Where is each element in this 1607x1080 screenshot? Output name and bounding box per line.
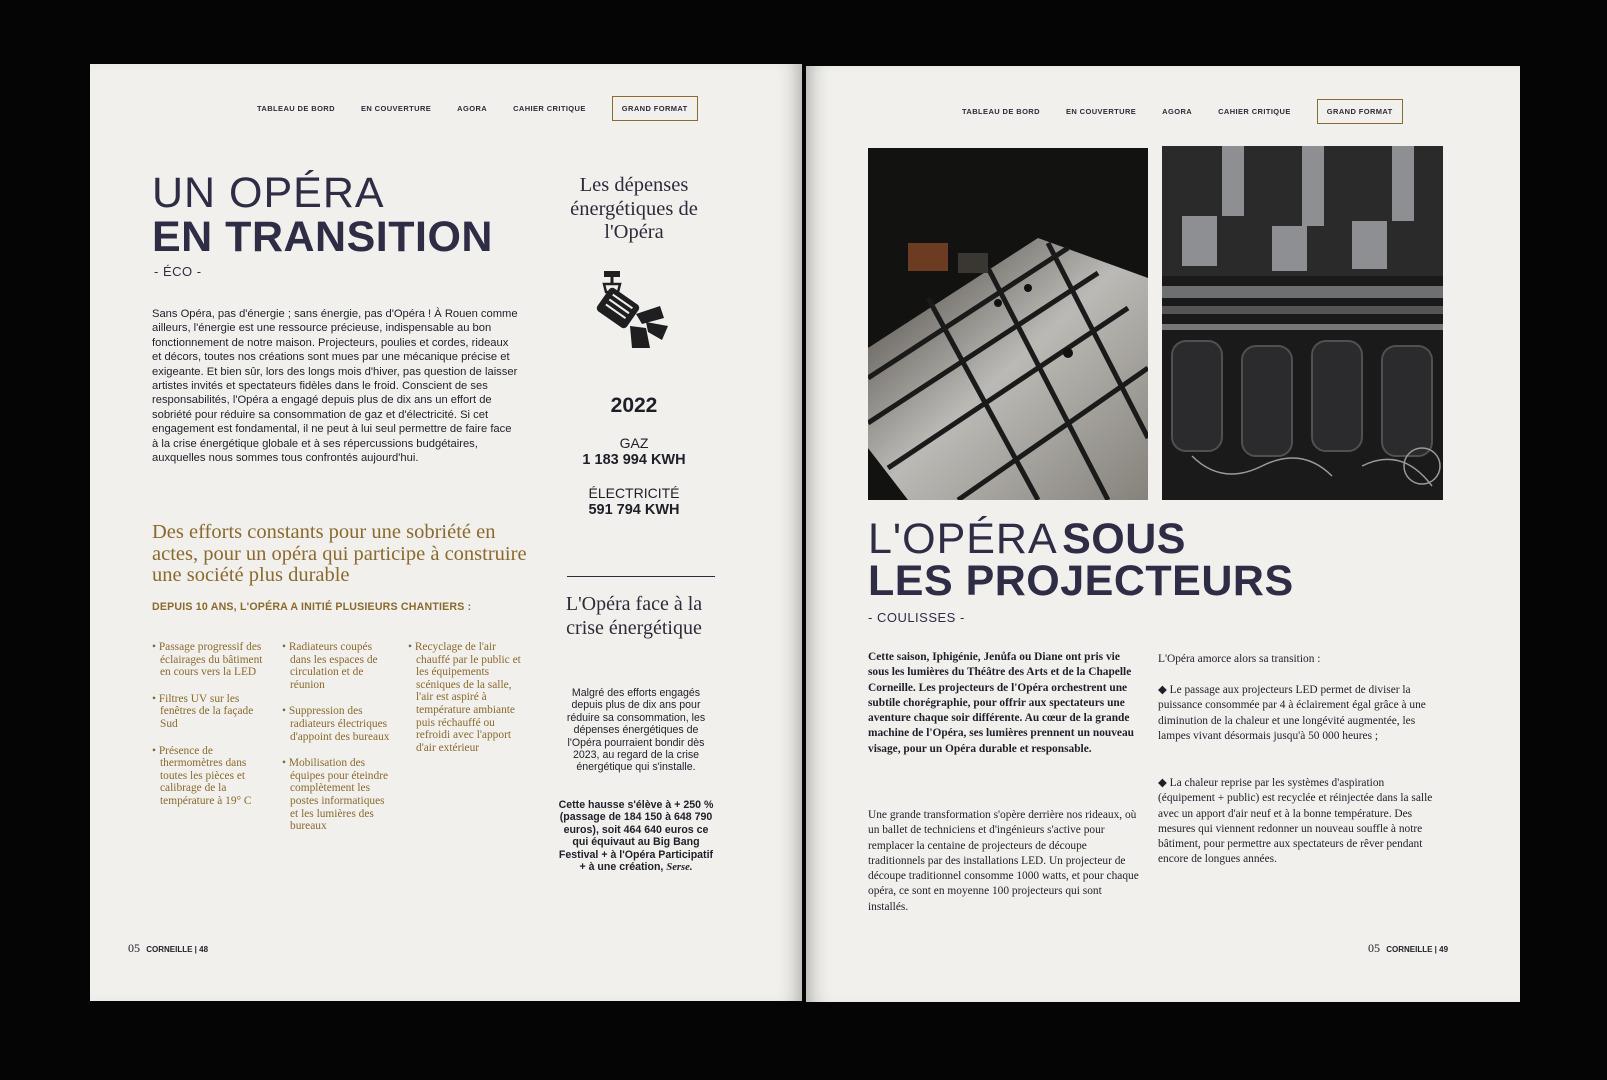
sidebar-divider [567,576,715,577]
nav-cahier-critique[interactable]: CAHIER CRITIQUE [513,104,586,113]
right-title-light: L'OPÉRA [868,515,1058,563]
chantiers-col1 [152,641,268,822]
spotlight-icon [584,268,680,364]
transition-point-2: ◆ La chaleur reprise par les systèmes d'aspiration (équipement + public) est recyclée et réinjectée dans la salle avec un apport d'air neuf et à la bonne température. Des mesures qui viennent redonner un nouveau souffle à notre bâtiment, pour permettre aux spectateurs de rêver pendant encore de longues années. [1158,777,1433,866]
transition-intro: L'Opéra amorce alors sa transition : [1158,653,1321,665]
list-item: • Radiateurs coupés dans les espaces de circulation et de réunion [282,641,378,691]
nav-agora[interactable]: AGORA [1162,107,1193,116]
right-title-line2: LES PROJECTEURS [868,557,1294,605]
chantiers-heading: DEPUIS 10 ANS, L'OPÉRA A INITIÉ PLUSIEURS CHANTIERS : [152,601,472,613]
crisis-bold-text: Cette hausse s'élève à + 250 % (passage de 184 150 à 648 790 euros), soit 464 640 euros ce qui équivaut au Big Bang Festival + à l'Opéra Participatif + à une création, [558,799,714,874]
list-item: • Présence de thermomètres dans toutes les pièces et calibrage de la température à 19° C [152,744,252,807]
subheading: Des efforts constants pour une sobriété en actes, pour un opéra qui participe à construire une société plus durable [152,521,527,586]
top-nav-left [257,96,698,121]
crisis-text: Malgré des efforts engagés depuis plus de dix ans pour réduire sa consommation, les dépenses énergétiques de l'Opéra pourraient bondir dès 2023, au regard de la crise énergétique qui s'installe. [566,687,706,774]
year-figure: 2022 [610,394,658,417]
left-page [90,64,802,1001]
nav-tableau-de-bord[interactable]: TABLEAU DE BORD [257,104,335,113]
nav-en-couverture[interactable]: EN COUVERTURE [360,104,432,113]
gas-label: GAZ [619,435,649,451]
folio-left [128,941,208,956]
nav-tableau-de-bord[interactable]: TABLEAU DE BORD [962,107,1040,116]
electricity-label: ÉLECTRICITÉ [588,485,680,501]
transition-point-1: ◆ Le passage aux projecteurs LED permet de diviser la puissance consommée par 4 à éclairement égal grâce à une diminution de la chaleur et une longévité augmentée, les lampes vivant désormais jusqu'à 50 000 heures ; [1158,684,1426,742]
lead-paragraph: Cette saison, Iphigénie, Jenůfa ou Diane ont pris vie sous les lumières du Théâtre des Arts et de la Chapelle Corneille. Les projecteurs de l'Opéra orchestrent une subtile chorégraphie, pour offrir aux spectateurs une aventure chaque soir différente. Au cœur de la grande machine de l'Opéra, ses lumières prennent un nouveau visage, pour un Opéra durable et responsable. [868,651,1135,755]
list-item: • Recyclage de l'air chauffé par le public et les équipements scéniques de la salle, l'air est aspiré à température ambiante puis réchauffé ou refroidi avec l'apport d'air extérieur [408,641,521,754]
nav-en-couverture[interactable]: EN COUVERTURE [1065,107,1137,116]
right-section-tag: - COULISSES - [868,610,965,625]
folio-text: CORNEILLE | 49 [1386,945,1449,954]
list-item: • Suppression des radiateurs électriques d'appoint des bureaux [282,705,390,743]
right-page [806,66,1520,1002]
list-item: • Passage progressif des éclairages du bâtiment en cours vers la LED [152,641,263,679]
folio-number: 05 [1368,941,1380,955]
article-title-line2: EN TRANSITION [152,213,493,261]
section-tag: - ÉCO - [154,264,202,279]
chantiers-col3 [408,641,526,768]
nav-cahier-critique[interactable]: CAHIER CRITIQUE [1218,107,1291,116]
right-title-bold: SOUS [1062,515,1186,563]
folio-text: CORNEILLE | 48 [146,945,209,954]
folio-number: 05 [128,941,140,955]
nav-grand-format[interactable]: GRAND FORMAT [612,96,698,121]
gas-value: 1 183 994 KWH [582,452,686,468]
article-title-line1: UN OPÉRA [152,169,385,217]
crisis-italic-text: Serse. [666,862,693,874]
right-title-line1 [868,516,1186,562]
list-item: • Filtres UV sur les fenêtres de la façade Sud [152,692,254,730]
top-nav-right [962,99,1403,124]
electricity-value: 591 794 KWH [588,502,680,518]
chantiers-col2 [282,641,392,847]
body-paragraph: Une grande transformation s'opère derrière nos rideaux, où un ballet de techniciens et d'ingénieurs s'active pour remplacer la centaine de projecteurs de découpe traditionnels par des installations LED. Un projecteur de découpe traditionnel consomme 1000 watts, et pour chaque opéra, ce sont en moyenne 100 projecteurs qui sont installés. [868,809,1139,913]
list-item: • Mobilisation des équipes pour éteindre complètement les postes informatiques et les lumières des bureaux [282,757,389,833]
sidebar-heading: Les dépenses énergétiques de l'Opéra [570,174,698,243]
nav-grand-format[interactable]: GRAND FORMAT [1317,99,1403,124]
photo-stage-grid [868,148,1148,500]
crisis-heading: L'Opéra face à la crise énergétique [565,593,703,639]
nav-agora[interactable]: AGORA [457,104,488,113]
crisis-highlight [558,799,714,874]
intro-paragraph: Sans Opéra, pas d'énergie ; sans énergie, pas d'Opéra ! À Rouen comme ailleurs, l'énergie est une ressource précieuse, indispensable au bon fonctionnement de notre maison. Projecteurs, poulies et cordes, rideaux et décors, toutes nos créations sont mues par une mécanique précise et exigeante. Et bien sûr, lors des longs mois d'hiver, pas question de laisser artistes invités et spectateurs fidèles dans le froid. Conscient de ses responsabilités, l'Opéra a engagé depuis plus de dix ans un effort de sobriété pour réduire sa consommation de gaz et d'électricité. Si cet engagement est fondamental, il ne peut à lui seul permettre de faire face à la crise énergétique globale et à ses répercussions budgétaires, auxquelles nous sommes tous confrontés aujourd'hui. [152,308,518,465]
folio-right [1368,941,1448,956]
photo-projectors [1162,146,1443,500]
